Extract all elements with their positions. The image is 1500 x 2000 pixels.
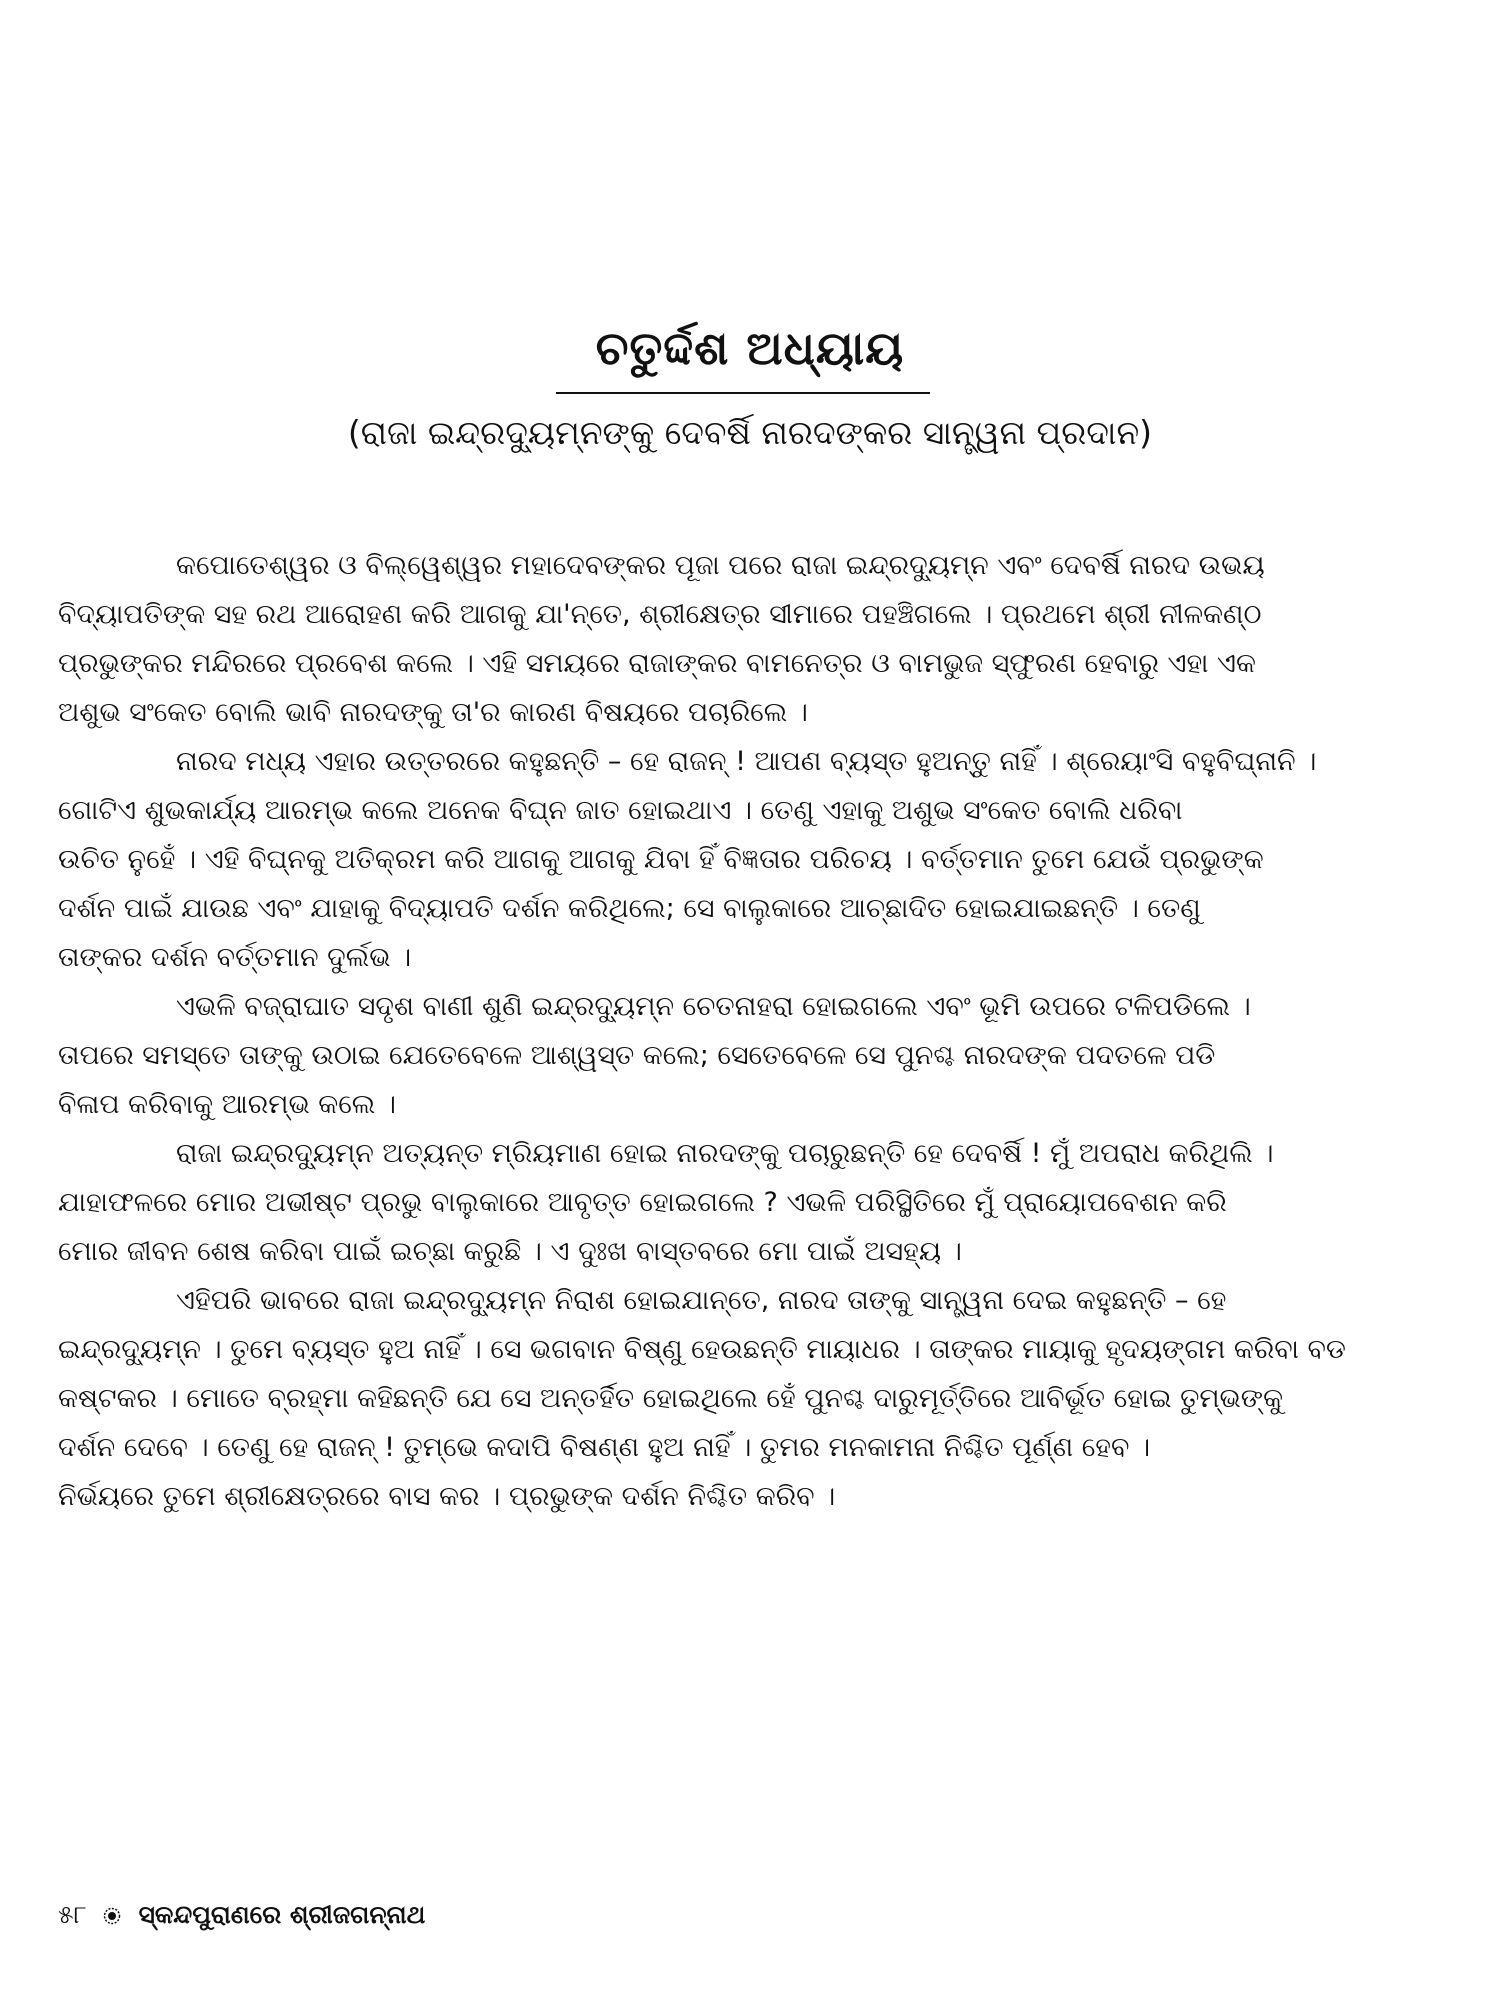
text-line: ନିର୍ଭୟରେ ତୁମେ ଶ୍ରୀକ୍ଷେତ୍ରରେ ବାସ କର । ପ୍ରଭୁଙ୍କ ଦର୍ଶନ ନିଶ୍ଚିତ କରିବ ।: [58, 1481, 836, 1512]
text-line: ଉଚିତ ନୁହେଁ । ଏହି ବିଘ୍ନକୁ ଅତିକ୍ରମ କରି ଆଗକୁ ଆଗକୁ ଯିବା ହିଁ ବିଜ୍ଞତାର ପରିଚୟ । ବର୍ତ୍ତମାନ ତୁମେ ଯେଉଁ ପ୍ରଭୁଙ୍କ: [58, 844, 1264, 875]
ornament-icon: [103, 1907, 121, 1925]
text-line: ବିଦ୍ୟାପତିଙ୍କ ସହ ରଥ ଆରୋହଣ କରି ଆଗକୁ ଯା'ନ୍ତେ, ଶ୍ରୀକ୍ଷେତ୍ର ସୀମାରେ ପହଞ୍ଚିଗଲେ । ପ୍ରଥମେ ଶ୍ରୀ ନୀଳକଣ୍ଠ: [58, 599, 1262, 630]
text-line: ରାଜା ଇନ୍ଦ୍ରଦ୍ୟୁମ୍ନ ଅତ୍ୟନ୍ତ ମ୍ରିୟମାଣ ହୋଇ ନାରଦଙ୍କୁ ପଚାରୁଛନ୍ତି ହେ ଦେବର୍ଷି ! ମୁଁ ଅପରାଧ କରିଥିଲି ।: [176, 1138, 1274, 1169]
body-text: [58, 541, 1498, 1521]
text-line: ଏଭଳି ବଜ୍ରାଘାତ ସଦୃଶ ବାଣୀ ଶୁଣି ଇନ୍ଦ୍ରଦ୍ୟୁମ୍ନ ଚେତନାହରା ହୋଇଗଲେ ଏବଂ ଭୂମି ଉପରେ ଟଳିପଡିଲେ ।: [176, 991, 1251, 1022]
text-line: ପ୍ରଭୁଙ୍କର ମନ୍ଦିରରେ ପ୍ରବେଶ କଲେ । ଏହି ସମୟରେ ରାଜାଙ୍କର ବାମନେତ୍ର ଓ ବାମଭୁଜ ସ୍ଫୁରଣ ହେବାରୁ ଏହା ଏକ: [58, 648, 1256, 679]
text-line: ଗୋଟିଏ ଶୁଭକାର୍ଯ୍ୟ ଆରମ୍ଭ କଲେ ଅନେକ ବିଘ୍ନ ଜାତ ହୋଇଥାଏ । ତେଣୁ ଏହାକୁ ଅଶୁଭ ସଂକେତ ବୋଲି ଧରିବା: [58, 795, 1183, 826]
text-line: କପୋତେଶ୍ୱର ଓ ବିଲ୍ୱେଶ୍ୱର ମହାଦେବଙ୍କର ପୂଜା ପରେ ରାଜା ଇନ୍ଦ୍ରଦ୍ୟୁମ୍ନ ଏବଂ ଦେବର୍ଷି ନାରଦ ଉଭୟ: [176, 550, 1265, 581]
text-line: ଅଶୁଭ ସଂକେତ ବୋଲି ଭାବି ନାରଦଙ୍କୁ ତା'ର କାରଣ ବିଷୟରେ ପଚାରିଲେ ।: [58, 697, 808, 728]
chapter-subtitle: (ରାଜା ଇନ୍ଦ୍ରଦ୍ୟୁମ୍ନଙ୍କୁ ଦେବର୍ଷି ନାରଦଙ୍କର ସାନ୍ତ୍ୱନା ପ୍ରଦାନ): [347, 413, 1153, 452]
text-line: ଯାହାଫଳରେ ମୋର ଅଭୀଷ୍ଟ ପ୍ରଭୁ ବାଲୁକାରେ ଆବୃତ୍ତ ହୋଇଗଲେ ? ଏଭଳି ପରିସ୍ଥିତିରେ ମୁଁ ପ୍ରାୟୋପବେଶନ କରି: [58, 1187, 1227, 1218]
text-line: ଦର୍ଶନ ପାଇଁ ଯାଉଛ ଏବଂ ଯାହାକୁ ବିଦ୍ୟାପତି ଦର୍ଶନ କରିଥିଲେ; ସେ ବାଲୁକାରେ ଆଚ୍ଛାଦିତ ହୋଇଯାଇଛନ୍ତି । ତେଣୁ: [58, 893, 1201, 924]
chapter-title: ଚତୁର୍ଦ୍ଦଶ ଅଧ୍ୟାୟ: [595, 321, 905, 375]
text-line: କଷ୍ଟକର । ମୋତେ ବ୍ରହ୍ମା କହିଛନ୍ତି ଯେ ସେ ଅନ୍ତର୍ହିତ ହୋଇଥିଲେ ହେଁ ପୁନଶ୍ଚ ଦାରୁମୂର୍ତ୍ତିରେ ଆବିର୍ଭୂତ ହୋଇ ତୁମ୍ଭଙ୍କୁ: [58, 1383, 1284, 1414]
text-line: ଦର୍ଶନ ଦେବେ । ତେଣୁ ହେ ରାଜନ୍ ! ତୁମ୍ଭେ କଦାପି ବିଷଣ୍ଣ ହୁଅ ନାହିଁ । ତୁମର ମନକାମନା ନିଶ୍ଚିତ ପୂର୍ଣ୍ଣ ହେବ ।: [58, 1432, 1151, 1463]
page-footer: [58, 1895, 425, 1935]
title-underline: [556, 392, 930, 394]
page-number: ୫୮: [58, 1900, 87, 1929]
text-line: ତାଙ୍କର ଦର୍ଶନ ବର୍ତ୍ତମାନ ଦୁର୍ଲଭ ।: [58, 942, 412, 973]
text-line: ନାରଦ ମଧ୍ୟ ଏହାର ଉତ୍ତରରେ କହୁଛନ୍ତି – ହେ ରାଜନ୍ ! ଆପଣ ବ୍ୟସ୍ତ ହୁଅନ୍ତୁ ନାହିଁ । ଶ୍ରେୟାଂସି ବହୁବିଘ୍ନାନି ।: [176, 746, 1317, 777]
text-line: ତାପରେ ସମସ୍ତେ ତାଙ୍କୁ ଉଠାଇ ଯେତେବେଳେ ଆଶ୍ୱସ୍ତ କଲେ; ସେତେବେଳେ ସେ ପୁନଶ୍ଚ ନାରଦଙ୍କ ପଦତଳେ ପଡି: [58, 1040, 1216, 1071]
text-line: ମୋର ଜୀବନ ଶେଷ କରିବା ପାଇଁ ଇଚ୍ଛା କରୁଛି । ଏ ଦୁଃଖ ବାସ୍ତବରେ ମୋ ପାଇଁ ଅସହ୍ୟ ।: [58, 1236, 962, 1267]
book-title: ସ୍କନ୍ଦପୁରାଣରେ ଶ୍ରୀଜଗନ୍ନାଥ: [138, 1900, 426, 1929]
text-line: ଇନ୍ଦ୍ରଦ୍ୟୁମ୍ନ । ତୁମେ ବ୍ୟସ୍ତ ହୁଅ ନାହିଁ । ସେ ଭଗବାନ ବିଷ୍ଣୁ ହେଉଛନ୍ତି ମାୟାଧର । ତାଙ୍କର ମାୟାକୁ ହୃଦୟଙ୍ଗମ କରିବା ବଡ: [58, 1334, 1346, 1365]
text-line: ଏହିପରି ଭାବରେ ରାଜା ଇନ୍ଦ୍ରଦ୍ୟୁମ୍ନ ନିରାଶ ହୋଇଯାନ୍ତେ, ନାରଦ ତାଙ୍କୁ ସାନ୍ତ୍ୱନା ଦେଇ କହୁଛନ୍ତି – ହେ: [176, 1285, 1227, 1316]
text-line: ବିଳାପ କରିବାକୁ ଆରମ୍ଭ କଲେ ।: [58, 1089, 396, 1120]
